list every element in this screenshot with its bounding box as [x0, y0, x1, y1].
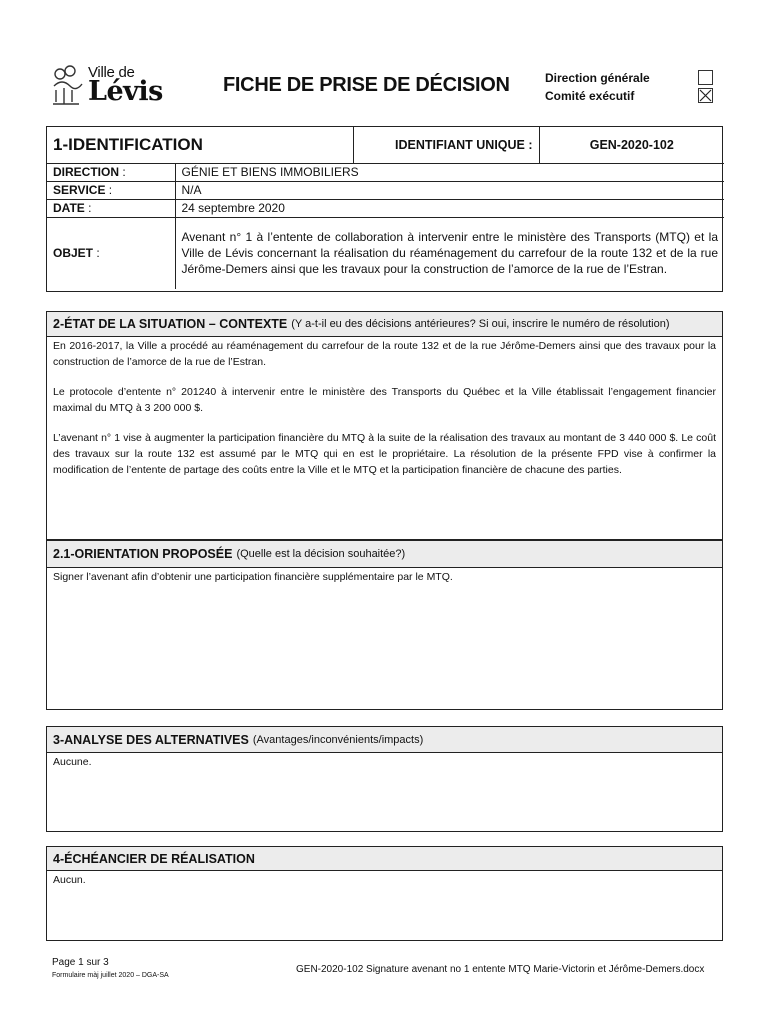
option-direction-generale-label: Direction générale [545, 71, 650, 85]
context-section-header [47, 312, 722, 337]
direction-label: DIRECTION [53, 165, 119, 179]
orientation-heading: 2.1-ORIENTATION PROPOSÉE [53, 547, 233, 561]
context-hint: (Y a-t-il eu des décisions antérieures? Si oui, inscrire le numéro de résolution) [291, 318, 670, 330]
date-label: DATE [53, 201, 85, 215]
page-number: Page 1 sur 3 [52, 957, 109, 968]
identification-table [47, 127, 724, 289]
identification-section [46, 126, 723, 292]
label-colon: : [84, 201, 92, 215]
unique-id-value: GEN-2020-102 [589, 137, 674, 152]
schedule-section [46, 846, 723, 941]
unique-id-label: IDENTIFIANT UNIQUE : [395, 137, 533, 152]
context-section [46, 311, 723, 540]
option-comite-executif-label: Comité exécutif [545, 89, 635, 103]
logo-subtitle: Ville de [88, 64, 135, 81]
logo-name: Lévis [88, 76, 163, 107]
direction-value: GÉNIE ET BIENS IMMOBILIERS [175, 163, 724, 181]
table-row [47, 217, 724, 289]
form-version: Formulaire màj juillet 2020 – DGA-SA [52, 972, 169, 979]
context-paragraph: Le protocole d’entente n° 201240 à intervenir entre le ministère des Transports du Québec et la Ville établissait l’engagement financier maximal du MTQ à 3 200 000 $. [53, 386, 716, 414]
alternatives-section-header [47, 727, 722, 753]
checkbox-comite-executif[interactable] [698, 88, 713, 103]
table-row [47, 163, 724, 181]
schedule-section-header [47, 847, 722, 871]
objet-value: Avenant n° 1 à l’entente de collaboration à intervenir entre le ministère des Transports (MTQ) et la Ville de Lévis concernant la réalisation du réaménagement du carrefour de la route 132 et de la rue Jérôme-Demers ainsi que les travaux pour la construction de l’amorce de la rue de l’Estran. [175, 217, 724, 289]
context-paragraph: L’avenant n° 1 vise à augmenter la participation financière du MTQ à la suite de la réalisation des travaux au montant de 3 440 000 $. Le coût des travaux sur la route 132 est assumé par le MTQ qui en est le propriétaire. La résolution de la présente FPD vise à confirmer la modification de l’entente de partage des coûts entre la Ville et le MTQ et la participation financière de chacune des parties. [53, 432, 716, 476]
alternatives-heading: 3-ANALYSE DES ALTERNATIVES [53, 732, 249, 747]
date-value: 24 septembre 2020 [175, 199, 724, 217]
context-heading: 2-ÉTAT DE LA SITUATION – CONTEXTE [53, 317, 288, 331]
checked-x-icon [699, 89, 712, 102]
schedule-body: Aucun. [53, 874, 86, 886]
checkbox-direction-generale[interactable] [698, 70, 713, 85]
document-title: FICHE DE PRISE DE DÉCISION [223, 74, 510, 96]
alternatives-hint: (Avantages/inconvénients/impacts) [252, 733, 424, 746]
identification-heading: 1-IDENTIFICATION [53, 134, 203, 154]
label-colon: : [119, 165, 126, 179]
ville-de-levis-logo [50, 62, 163, 112]
orientation-section [46, 540, 723, 710]
table-row [47, 181, 724, 199]
orientation-section-header [47, 541, 722, 568]
logo-emblem-icon [50, 64, 86, 108]
table-row [47, 199, 724, 217]
orientation-hint: (Quelle est la décision souhaitée?) [236, 548, 406, 560]
alternatives-body: Aucune. [53, 756, 92, 768]
service-value: N/A [175, 181, 724, 199]
context-paragraph: En 2016-2017, la Ville a procédé au réaménagement du carrefour de la route 132 et de la rue Jérôme-Demers ainsi que des travaux pour la construction de l’amorce de la rue de l’Estran. [53, 340, 716, 368]
file-name: GEN-2020-102 Signature avenant no 1 entente MTQ Marie-Victorin et Jérôme-Demers.docx [296, 964, 705, 975]
alternatives-section [46, 726, 723, 832]
schedule-heading: 4-ÉCHÉANCIER DE RÉALISATION [53, 851, 255, 866]
service-label: SERVICE [53, 183, 106, 197]
context-body [47, 337, 722, 493]
orientation-body: Signer l’avenant afin d’obtenir une participation financière supplémentaire par le MTQ. [53, 571, 453, 583]
label-colon: : [93, 246, 100, 261]
label-colon: : [105, 183, 113, 197]
objet-label: OBJET [53, 246, 94, 261]
